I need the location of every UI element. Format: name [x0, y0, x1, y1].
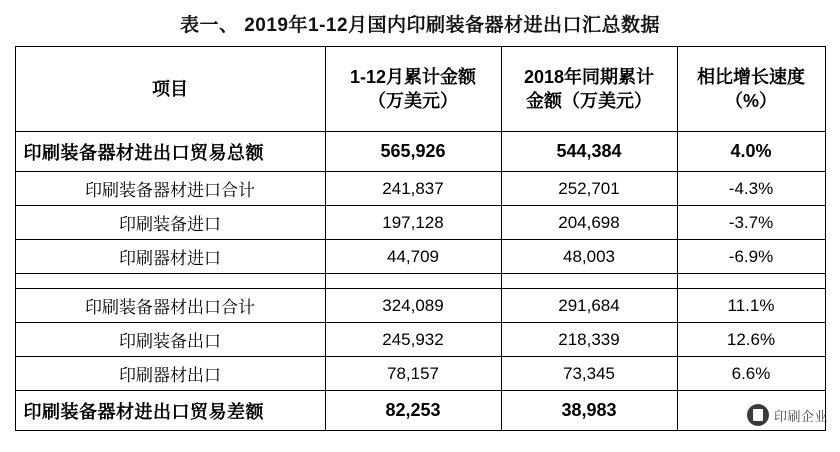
table-row	[15, 172, 825, 206]
table-row	[15, 289, 825, 323]
table-row	[15, 240, 825, 274]
spacer-cell	[15, 274, 325, 289]
watermark-label: 印刷企业	[773, 408, 828, 424]
row-current-value: 78,157	[325, 357, 501, 391]
table-row	[15, 132, 825, 172]
spacer-cell	[677, 274, 825, 289]
spacer-cell	[325, 274, 501, 289]
row-previous-value: 204,698	[501, 206, 677, 240]
row-growth-value: -4.3%	[677, 172, 825, 206]
column-header-item-line1: 项目	[152, 78, 188, 99]
column-header-current-line1: 1-12月累计金额	[349, 66, 477, 87]
row-label: 印刷装备器材进出口贸易总额	[15, 132, 325, 172]
column-header-growth-line2: （%）	[724, 91, 777, 111]
column-header-previous	[501, 47, 677, 132]
row-label: 印刷装备器材进口合计	[15, 172, 325, 206]
row-growth-value: -6.9%	[677, 240, 825, 274]
column-header-growth-line1: 相比增长速度	[697, 66, 805, 87]
row-current-value: 324,089	[325, 289, 501, 323]
summary-table	[15, 46, 826, 431]
table-row	[15, 391, 825, 431]
column-header-previous-line2: 金额（万美元）	[526, 91, 652, 111]
row-previous-value: 291,684	[501, 289, 677, 323]
row-current-value: 44,709	[325, 240, 501, 274]
row-current-value: 197,128	[325, 206, 501, 240]
table-row	[15, 357, 825, 391]
row-previous-value: 73,345	[501, 357, 677, 391]
row-label: 印刷装备进口	[15, 206, 325, 240]
row-current-value: 241,837	[325, 172, 501, 206]
row-previous-value: 252,701	[501, 172, 677, 206]
printer-logo-icon	[747, 404, 769, 426]
row-growth-value: 12.6%	[677, 323, 825, 357]
table-body	[15, 132, 825, 431]
row-label: 印刷装备器材进出口贸易差额	[15, 391, 325, 431]
row-current-value: 565,926	[325, 132, 501, 172]
row-label: 印刷器材出口	[15, 357, 325, 391]
column-header-item	[15, 47, 325, 132]
row-label: 印刷器材进口	[15, 240, 325, 274]
table-header-row	[15, 47, 825, 132]
row-current-value: 245,932	[325, 323, 501, 357]
row-label: 印刷装备出口	[15, 323, 325, 357]
row-label: 印刷装备器材出口合计	[15, 289, 325, 323]
row-previous-value: 48,003	[501, 240, 677, 274]
row-growth-value: 6.6%	[677, 357, 825, 391]
spacer-cell	[501, 274, 677, 289]
table-row	[15, 323, 825, 357]
table-header	[15, 47, 825, 132]
page-title: 表一、 2019年1-12月国内印刷装备器材进出口汇总数据	[179, 15, 661, 36]
watermark	[747, 404, 828, 426]
row-previous-value: 218,339	[501, 323, 677, 357]
column-header-previous-line1: 2018年同期累计	[523, 66, 655, 87]
row-current-value: 82,253	[325, 391, 501, 431]
column-header-current	[325, 47, 501, 132]
table-row-spacer	[15, 274, 825, 289]
row-growth-value: 4.0%	[677, 132, 825, 172]
column-header-growth	[677, 47, 825, 132]
column-header-current-line2: （万美元）	[368, 91, 458, 111]
table-row	[15, 206, 825, 240]
row-growth-value: 11.1%	[677, 289, 825, 323]
row-previous-value: 544,384	[501, 132, 677, 172]
row-previous-value: 38,983	[501, 391, 677, 431]
row-growth-value: -3.7%	[677, 206, 825, 240]
